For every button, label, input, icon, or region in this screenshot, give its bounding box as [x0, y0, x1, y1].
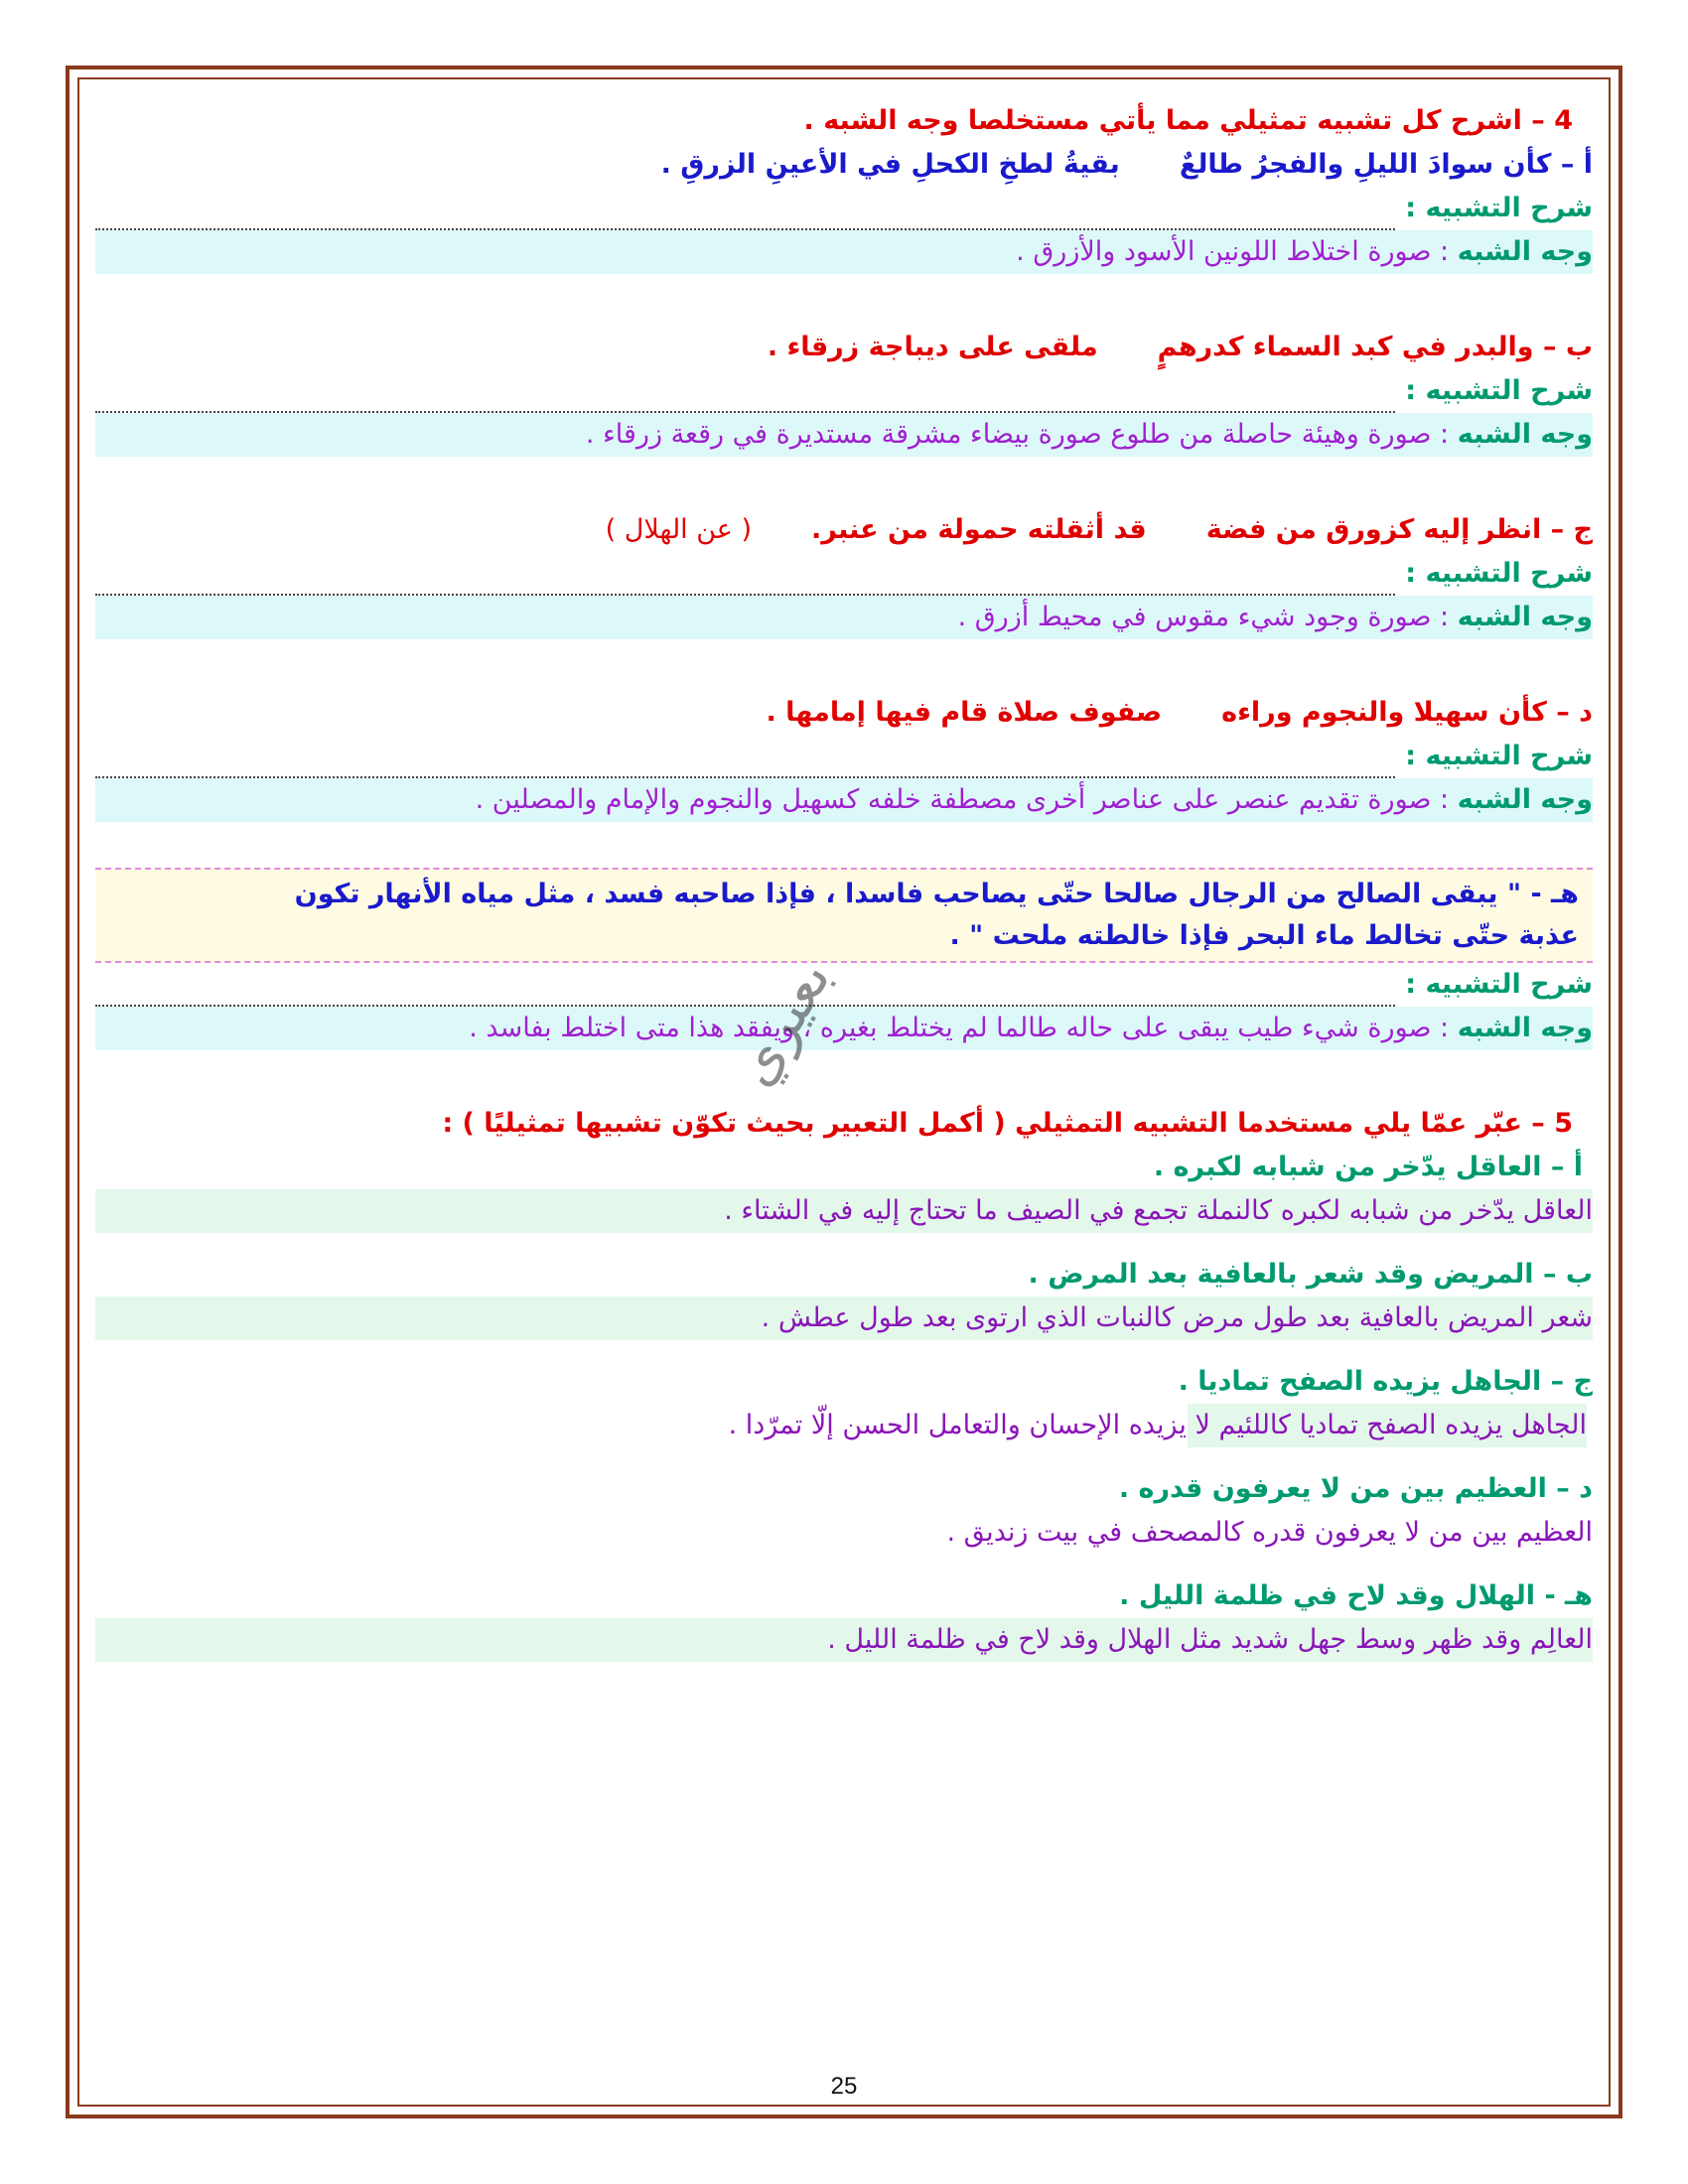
q4-e-quote-line1: هـ - " يبقى الصالح من الرجال صالحا حتّى يصاحب فاسدا ، فإذا صاحبه فسد ، مثل مياه الأنهار تكون [294, 879, 1579, 909]
q4-d-face-line [95, 778, 1593, 822]
q4-d-verse [95, 691, 1593, 735]
q4-b-verse [95, 326, 1593, 369]
q4-c-answer-blank[interactable] [95, 564, 1395, 596]
q4-d-face-answer: : صورة تقديم عنصر على عناصر أخرى مصطفة خلفه كسهيل والنجوم والإمام والمصلين . [475, 784, 1450, 815]
q4-d-face-label: وجه الشبه [1457, 784, 1593, 815]
page-number: 25 [830, 2073, 858, 2100]
q4-a-face-answer: : صورة اختلاط اللونين الأسود والأزرق . [1016, 236, 1450, 267]
q4-b-explanation-label: شرح التشبيه : [1405, 375, 1593, 406]
q5-d-prompt: د – العظيم بين من لا يعرفون قدره . [1118, 1473, 1593, 1504]
q5-e-answer: العالِم وقد ظهر وسط جهل شديد مثل الهلال وقد لاح في ظلمة الليل . [95, 1618, 1593, 1662]
q5-a-prompt: أ – العاقل يدّخر من شبابه لكبره . [1153, 1152, 1583, 1182]
q4-c-explanation-line [95, 552, 1593, 596]
q4-d-explanation-label: شرح التشبيه : [1405, 741, 1593, 771]
q4-b-face-answer: : صورة وهيئة حاصلة من طلوع صورة بيضاء مشرقة مستديرة في رقعة زرقاء . [585, 419, 1450, 450]
q5-b-prompt: ب – المريض وقد شعر بالعافية بعد المرض . [1028, 1259, 1593, 1290]
q4-e-quote-line2: عذبة حتّى تخالط ماء البحر فإذا خالطته ملحت " . [949, 920, 1579, 951]
q4-c-verse [95, 508, 1593, 552]
q4-a-verse-first: أ – كأن سوادَ الليلِ والفجرُ طالعٌ [1179, 149, 1593, 180]
watermark: بعيري [721, 949, 844, 1097]
q4-b-verse-first: ب – والبدر في كبد السماء كدرهمٍ [1157, 332, 1593, 362]
q4-a-answer-blank[interactable] [95, 199, 1395, 230]
q4-d-verse-first: د – كأن سهيلا والنجوم وراءه [1221, 697, 1593, 728]
q4-c-face-line [95, 596, 1593, 639]
q4-e-quote-box [95, 868, 1593, 963]
q4-d-verse-second: صفوف صلاة قام فيها إمامها . [766, 697, 1163, 728]
q4-c-verse-second: قد أثقلته حمولة من عنبر. [811, 514, 1147, 545]
q4-e-face-answer: : صورة شيء طيب يبقى على حاله طالما لم يختلط بغيره ، ويفقد هذا متى اختلط بفاسد . [469, 1013, 1450, 1043]
q4-a-face-label: وجه الشبه [1457, 236, 1593, 267]
q5-a-answer: العاقل يدّخر من شبابه لكبره كالنملة تجمع في الصيف ما تحتاج إليه في الشتاء . [95, 1189, 1593, 1233]
q5-c-answer: الجاهل يزيده الصفح تماديا كاللئيم لا يزيده الإحسان والتعامل الحسن إلّا تمرّدا . [1188, 1404, 1587, 1447]
q4-b-face-line [95, 413, 1593, 457]
q5-e-prompt: هـ - الهلال وقد لاح في ظلمة الليل . [1119, 1580, 1593, 1611]
q4-c-face-label: وجه الشبه [1457, 602, 1593, 632]
q4-c-verse-first: ج – انظر إليه كزورق من فضة [1205, 514, 1593, 545]
q4-c-explanation-label: شرح التشبيه : [1405, 558, 1593, 589]
q4-e-answer-blank[interactable] [95, 975, 1395, 1007]
q4-title: 4 – اشرح كل تشبيه تمثيلي مما يأتي مستخلصا وجه الشبه . [803, 105, 1573, 136]
q5-d-answer: العظيم بين من لا يعرفون قدره كالمصحف في بيت زنديق . [946, 1517, 1593, 1548]
q4-c-note: ( عن الهلال ) [605, 514, 753, 545]
q4-b-explanation-line [95, 369, 1593, 413]
q4-d-explanation-line [95, 735, 1593, 778]
q4-a-verse [95, 143, 1593, 187]
q4-a-verse-second: بقيةُ لطخِ الكحلِ في الأعينِ الزرقِ . [660, 149, 1120, 180]
q4-a-explanation-label: شرح التشبيه : [1405, 193, 1593, 223]
q4-b-verse-second: ملقى على ديباجة زرقاء . [767, 332, 1098, 362]
q4-e-explanation-label: شرح التشبيه : [1405, 969, 1593, 1000]
q4-d-answer-blank[interactable] [95, 747, 1395, 778]
q4-a-explanation-line [95, 187, 1593, 230]
q5-title: 5 – عبّر عمّا يلي مستخدما التشبيه التمثيلي ( أكمل التعبير بحيث تكوّن تشبيها تمثيليًا ) : [442, 1108, 1573, 1139]
q4-b-face-label: وجه الشبه [1457, 419, 1593, 450]
worksheet-content [95, 99, 1593, 1662]
q5-c-prompt: ج – الجاهل يزيده الصفح تماديا . [1178, 1366, 1593, 1397]
q4-a-face-line [95, 230, 1593, 274]
q4-c-face-answer: : صورة وجود شيء مقوس في محيط أزرق . [957, 602, 1450, 632]
q4-b-answer-blank[interactable] [95, 381, 1395, 413]
q4-e-face-label: وجه الشبه [1457, 1013, 1593, 1043]
q5-b-answer: شعر المريض بالعافية بعد طول مرض كالنبات الذي ارتوى بعد طول عطش . [95, 1297, 1593, 1340]
